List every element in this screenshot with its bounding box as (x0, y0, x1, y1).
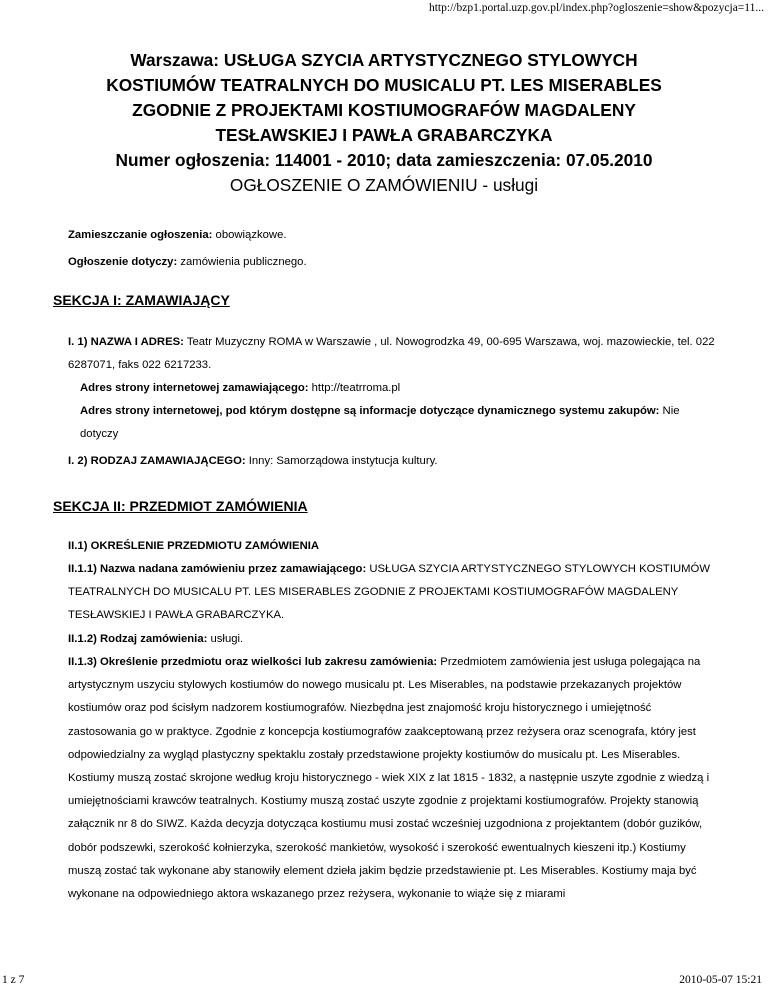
announcement-number: Numer ogłoszenia: 114001 - 2010; data zamieszczenia: 07.05.2010 (115, 150, 653, 170)
contract-scope (68, 651, 718, 906)
authority-type-label: I. 2) RODZAJ ZAMAWIAJĄCEGO: (68, 455, 246, 467)
contract-name (68, 558, 718, 628)
title-line-4: TESŁAWSKIEJ I PAWŁA GRABARCZYKA (215, 125, 553, 145)
authority-website (80, 377, 700, 400)
dps-value: Nie dotyczy (80, 405, 680, 441)
authority-type-value: Inny: Samorządowa instytucja kultury. (245, 455, 438, 467)
subject-definition-heading (68, 535, 718, 558)
posting-label: Zamieszczanie ogłoszenia: (68, 229, 213, 241)
print-datetime: 2010-05-07 15:21 (679, 974, 762, 986)
posting-info (68, 229, 287, 241)
page-url: http://bzp1.portal.uzp.gov.pl/index.php?ogloszenie=show&pozycja=11... (428, 2, 764, 14)
page-counter: 1 z 7 (2, 974, 25, 986)
website-label: Adres strony internetowej zamawiającego: (80, 382, 309, 394)
contract-kind-label: II.1.2) Rodzaj zamówienia: (68, 633, 208, 645)
authority-type (68, 450, 718, 473)
section-1-heading: SEKCJA I: ZAMAWIAJĄCY (53, 292, 230, 308)
announcement-type: OGŁOSZENIE O ZAMÓWIENIU - usługi (229, 175, 539, 195)
concerns-label: Ogłoszenie dotyczy: (68, 256, 178, 268)
concerns-info (68, 256, 307, 268)
name-address-value: Teatr Muzyczny ROMA w Warszawie , ul. Nowogrodzka 49, 00-695 Warszawa, woj. mazowieckie, tel. 022 6287071, faks 022 6217233. (68, 336, 715, 372)
title-line-2: KOSTIUMÓW TEATRALNYCH DO MUSICALU PT. LES MISERABLES (106, 75, 662, 95)
section-2-heading: SEKCJA II: PRZEDMIOT ZAMÓWIENIA (53, 498, 308, 514)
title-line-3: ZGODNIE Z PROJEKTAMI KOSTIUMOGRAFÓW MAGDALENY (132, 100, 636, 120)
posting-value: obowiązkowe. (212, 229, 287, 241)
title-line-1: Warszawa: USŁUGA SZYCIA ARTYSTYCZNEGO STYLOWYCH (130, 50, 638, 70)
document-title (0, 48, 768, 198)
dps-label: Adres strony internetowej, pod którym dostępne są informacje dotyczące dynamicznego systemu zakupów: (80, 405, 660, 417)
concerns-value: zamówienia publicznego. (177, 256, 307, 268)
contract-name-value: USŁUGA SZYCIA ARTYSTYCZNEGO STYLOWYCH KOSTIUMÓW TEATRALNYCH DO MUSICALU PT. LES MISERABLES ZGODNIE Z PROJEKTAMI KOSTIUMOGRAFÓW MAGDALENY TESŁAWSKIEJ I PAWŁA GRABARCZYKA. (68, 563, 710, 622)
subject-definition-label: II.1) OKREŚLENIE PRZEDMIOTU ZAMÓWIENIA (68, 540, 320, 552)
website-value[interactable]: http://teatrroma.pl (308, 382, 401, 394)
contract-kind (68, 628, 718, 651)
contract-name-label: II.1.1) Nazwa nadana zamówieniu przez zamawiającego: (68, 563, 367, 575)
contract-scope-value: Przedmiotem zamówienia jest usługa polegająca na artystycznym uszyciu stylowych kostiumów do nowego musicalu pt. Les Miserables, na podstawie przekazanych projektów kostiumów oraz pod ścisłym nadzorem kostiumografów. Niezbędna jest znajomość kroju historycznego i umiejętność zastosowania go w praktyce. Zgodnie z koncepcja kostiumografów zaakceptowaną przez reżysera oraz scenografa, który jest odpowiedzialny za wygląd plastyczny spektaklu zostały przedstawione projekty kostiumów do musicalu pt. Les Miserables. Kostiumy muszą zostać skrojone według kroju historycznego - wiek XIX z lat 1815 - 1832, a następnie uszyte zgodnie z wiedzą i umiejętnościami krawców teatralnych. Kostiumy muszą zostać uszyte zgodnie z projektami kostiumografów. Projekty stanowią załącznik nr 8 do SIWZ. Każda decyzja dotycząca kostiumu musi zostać wcześniej uzgodniona z projektantem (dobór guzików, dobór podszewki, szerokość kołnierzyka, szerokość mankietów, wysokość i szerokość ewentualnych kieszeni itp.) Kostiumy muszą zostać tak wykonane aby stanowiły element dzieła jakim będzie przedstawienie pt. Les Miserables. Kostiumy maja być wykonane na odpowiedniego aktora wskazanego przez reżysera, wykonanie to wiąże się z miarami (68, 656, 710, 901)
contract-kind-value: usługi. (207, 633, 244, 645)
contracting-authority-name (68, 331, 718, 377)
name-address-label: I. 1) NAZWA I ADRES: (68, 336, 184, 348)
contract-scope-label: II.1.3) Określenie przedmiotu oraz wielkości lub zakresu zamówienia: (68, 656, 438, 668)
dynamic-purchasing-system (80, 400, 700, 446)
